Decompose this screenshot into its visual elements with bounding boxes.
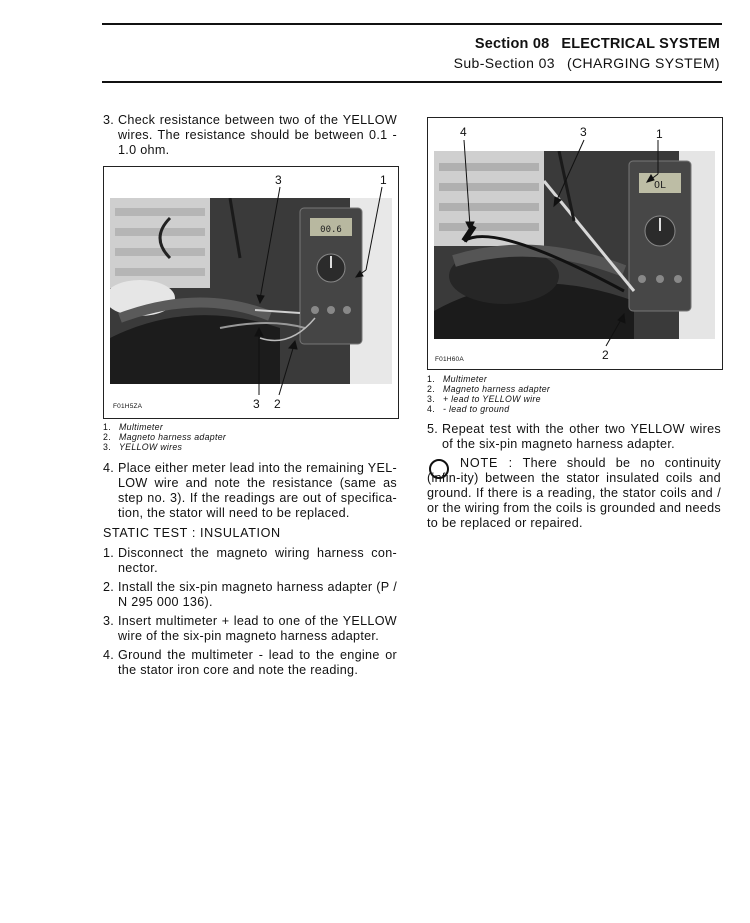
right-callout-top-1: 1 bbox=[656, 127, 663, 141]
static-step-1: 1. Disconnect the magneto wiring harness con-nector. bbox=[103, 546, 397, 575]
left-callout-top-3: 3 bbox=[275, 173, 282, 187]
right-callout-top-4: 4 bbox=[460, 125, 467, 139]
note-text: There should be no continuity (infin-ity) between the stator insulated coils and ground. If there is a reading, the stator coils and / or the wiring from the coils is grounded and needs to be replaced or repaired. bbox=[427, 456, 722, 530]
subsystem-label: (CHARGING SYSTEM) bbox=[566, 55, 720, 71]
header-subsection-line bbox=[454, 55, 720, 71]
static-test-heading: STATIC TEST : INSULATION bbox=[103, 526, 281, 540]
header-section-line bbox=[475, 36, 720, 52]
note-label: NOTE : bbox=[460, 456, 513, 470]
figure-insulation-test bbox=[427, 117, 723, 370]
step-4-remaining-wire: 4. Place either meter lead into the remaining YEL-LOW wire and note the resistance (same as step no. 3). If the readings are out of specifica-tion, the stator will need to be replaced. bbox=[103, 461, 397, 520]
static-step-4: 4. Ground the multimeter - lead to the engine or the stator iron core and note the reading. bbox=[103, 648, 397, 677]
left-callout-bottom-3: 3 bbox=[253, 397, 260, 411]
legend-item: 2. Magneto harness adapter bbox=[427, 384, 551, 394]
step-5-repeat-test: 5. Repeat test with the other two YELLOW wires of the six-pin magneto harness adapter. bbox=[427, 422, 721, 451]
legend-item: 1. Multimeter bbox=[427, 374, 488, 384]
left-figure-legend bbox=[103, 422, 226, 452]
header-bottom-rule bbox=[102, 81, 722, 83]
subsection-label: Sub-Section 03 bbox=[453, 55, 555, 71]
right-figure-arrows bbox=[428, 118, 722, 369]
step-3-resistance: 3. Check resistance between two of the YELLOW wires. The resistance should be between 0.1 - 1.0 ohm. bbox=[103, 113, 397, 157]
right-figure-code: F01H60A bbox=[435, 356, 464, 363]
left-callout-top-1: 1 bbox=[380, 173, 387, 187]
left-callout-bottom-2: 2 bbox=[274, 397, 281, 411]
right-callout-bottom-2: 2 bbox=[602, 348, 609, 362]
figure-resistance-test bbox=[103, 166, 399, 419]
system-label: ELECTRICAL SYSTEM bbox=[561, 36, 720, 52]
static-step-2: 2. Install the six-pin magneto harness adapter (P / N 295 000 136). bbox=[103, 580, 397, 609]
left-figure-arrows bbox=[104, 167, 398, 418]
step-3-text: Check resistance between two of the YELLOW wires. The resistance should be between 0.1 - 1.0 ohm. bbox=[118, 113, 397, 157]
step-5-text: Repeat test with the other two YELLOW wires of the six-pin magneto harness adapter. bbox=[442, 422, 721, 451]
meter-display-reading: OL bbox=[653, 180, 667, 191]
legend-item: 4. - lead to ground bbox=[427, 404, 510, 414]
legend-item: 3. YELLOW wires bbox=[103, 442, 183, 452]
section-label: Section 08 bbox=[474, 36, 550, 52]
legend-item: 2. Magneto harness adapter bbox=[103, 432, 227, 442]
step-4-text: Place either meter lead into the remaining YEL-LOW wire and note the resistance (same as step no. 3). If the readings are out of specifica-tion, the stator will need to be replaced. bbox=[118, 461, 397, 520]
left-figure-code: F01H5ZA bbox=[113, 403, 143, 410]
right-figure-legend bbox=[427, 374, 550, 414]
legend-item: 3. + lead to YELLOW wire bbox=[427, 394, 541, 404]
meter-display-reading: 00.6 bbox=[320, 225, 342, 235]
legend-item: 1. Multimeter bbox=[103, 422, 164, 432]
note-paragraph bbox=[427, 456, 721, 531]
header-top-rule bbox=[102, 23, 722, 25]
static-step-3: 3. Insert multimeter + lead to one of the YELLOW wire of the six-pin magneto harness adapter. bbox=[103, 614, 397, 643]
right-callout-top-3: 3 bbox=[580, 125, 587, 139]
